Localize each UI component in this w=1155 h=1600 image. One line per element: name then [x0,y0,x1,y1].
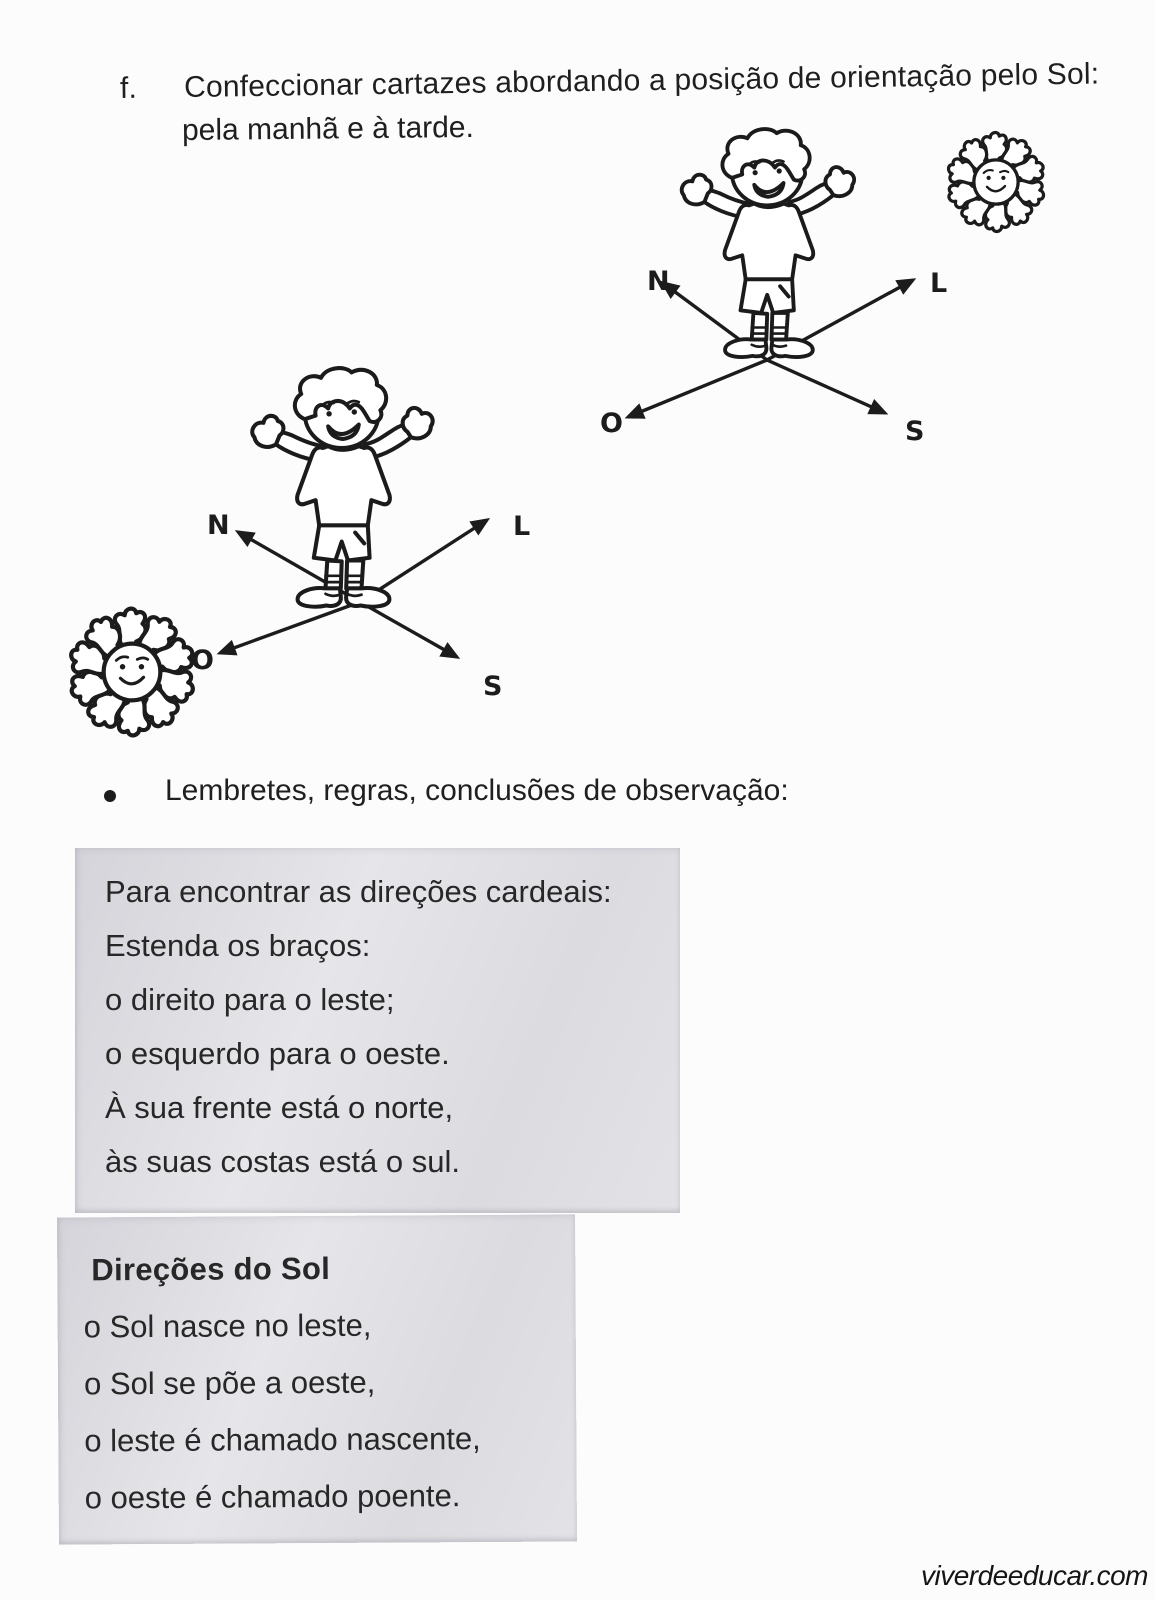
compass-label-east: L [513,511,531,542]
box-line: o leste é chamado nascente, [84,1421,481,1459]
figure-orientation-afternoon [55,355,560,755]
compass-arrow-west [220,602,360,653]
instruction-item [120,57,1100,106]
cardinal-directions-box [75,848,680,1213]
box-line: Estenda os braços: [105,928,371,963]
box-line: o oeste é chamado poente. [84,1478,461,1516]
compass-arrow-west [628,360,767,417]
box-line: o esquerdo para o oeste. [105,1036,450,1071]
box-title: Direções do Sol [91,1250,331,1288]
box-line: Para encontrar as direções cardeais: [105,874,612,909]
box-line: o direito para o leste; [105,982,395,1017]
sun-directions-box [57,1214,577,1544]
box-line: À sua frente está o norte, [105,1090,454,1125]
item-letter: f. [119,71,138,105]
compass-label-south: S [905,416,925,447]
box-line: o Sol nasce no leste, [83,1307,372,1345]
figure-orientation-morning [575,118,1110,453]
compass-label-west: O [191,645,214,676]
compass-label-south: S [483,671,503,702]
bullet-icon [104,790,116,802]
box-line: o Sol se põe a oeste, [83,1364,376,1402]
compass-label-east: L [930,268,948,299]
instruction-text-line1: Confeccionar cartazes abordando a posição de orientação pelo Sol: [183,57,1100,105]
compass-label-north: N [207,510,230,541]
boy-figure [682,129,854,357]
compass-arrow-south [360,602,457,657]
sun-icon [66,609,197,736]
watermark: viverdeeducar.com [920,1560,1148,1591]
bullet-text: Lembretes, regras, conclusões de observação: [165,774,789,807]
compass-label-west: O [600,408,623,439]
compass-arrow-south [767,360,885,413]
compass-label-north: N [647,266,670,297]
sun-icon [945,133,1047,232]
instruction-text-line2: pela manhã e à tarde. [181,110,475,147]
box-line: às suas costas está o sul. [105,1144,460,1179]
